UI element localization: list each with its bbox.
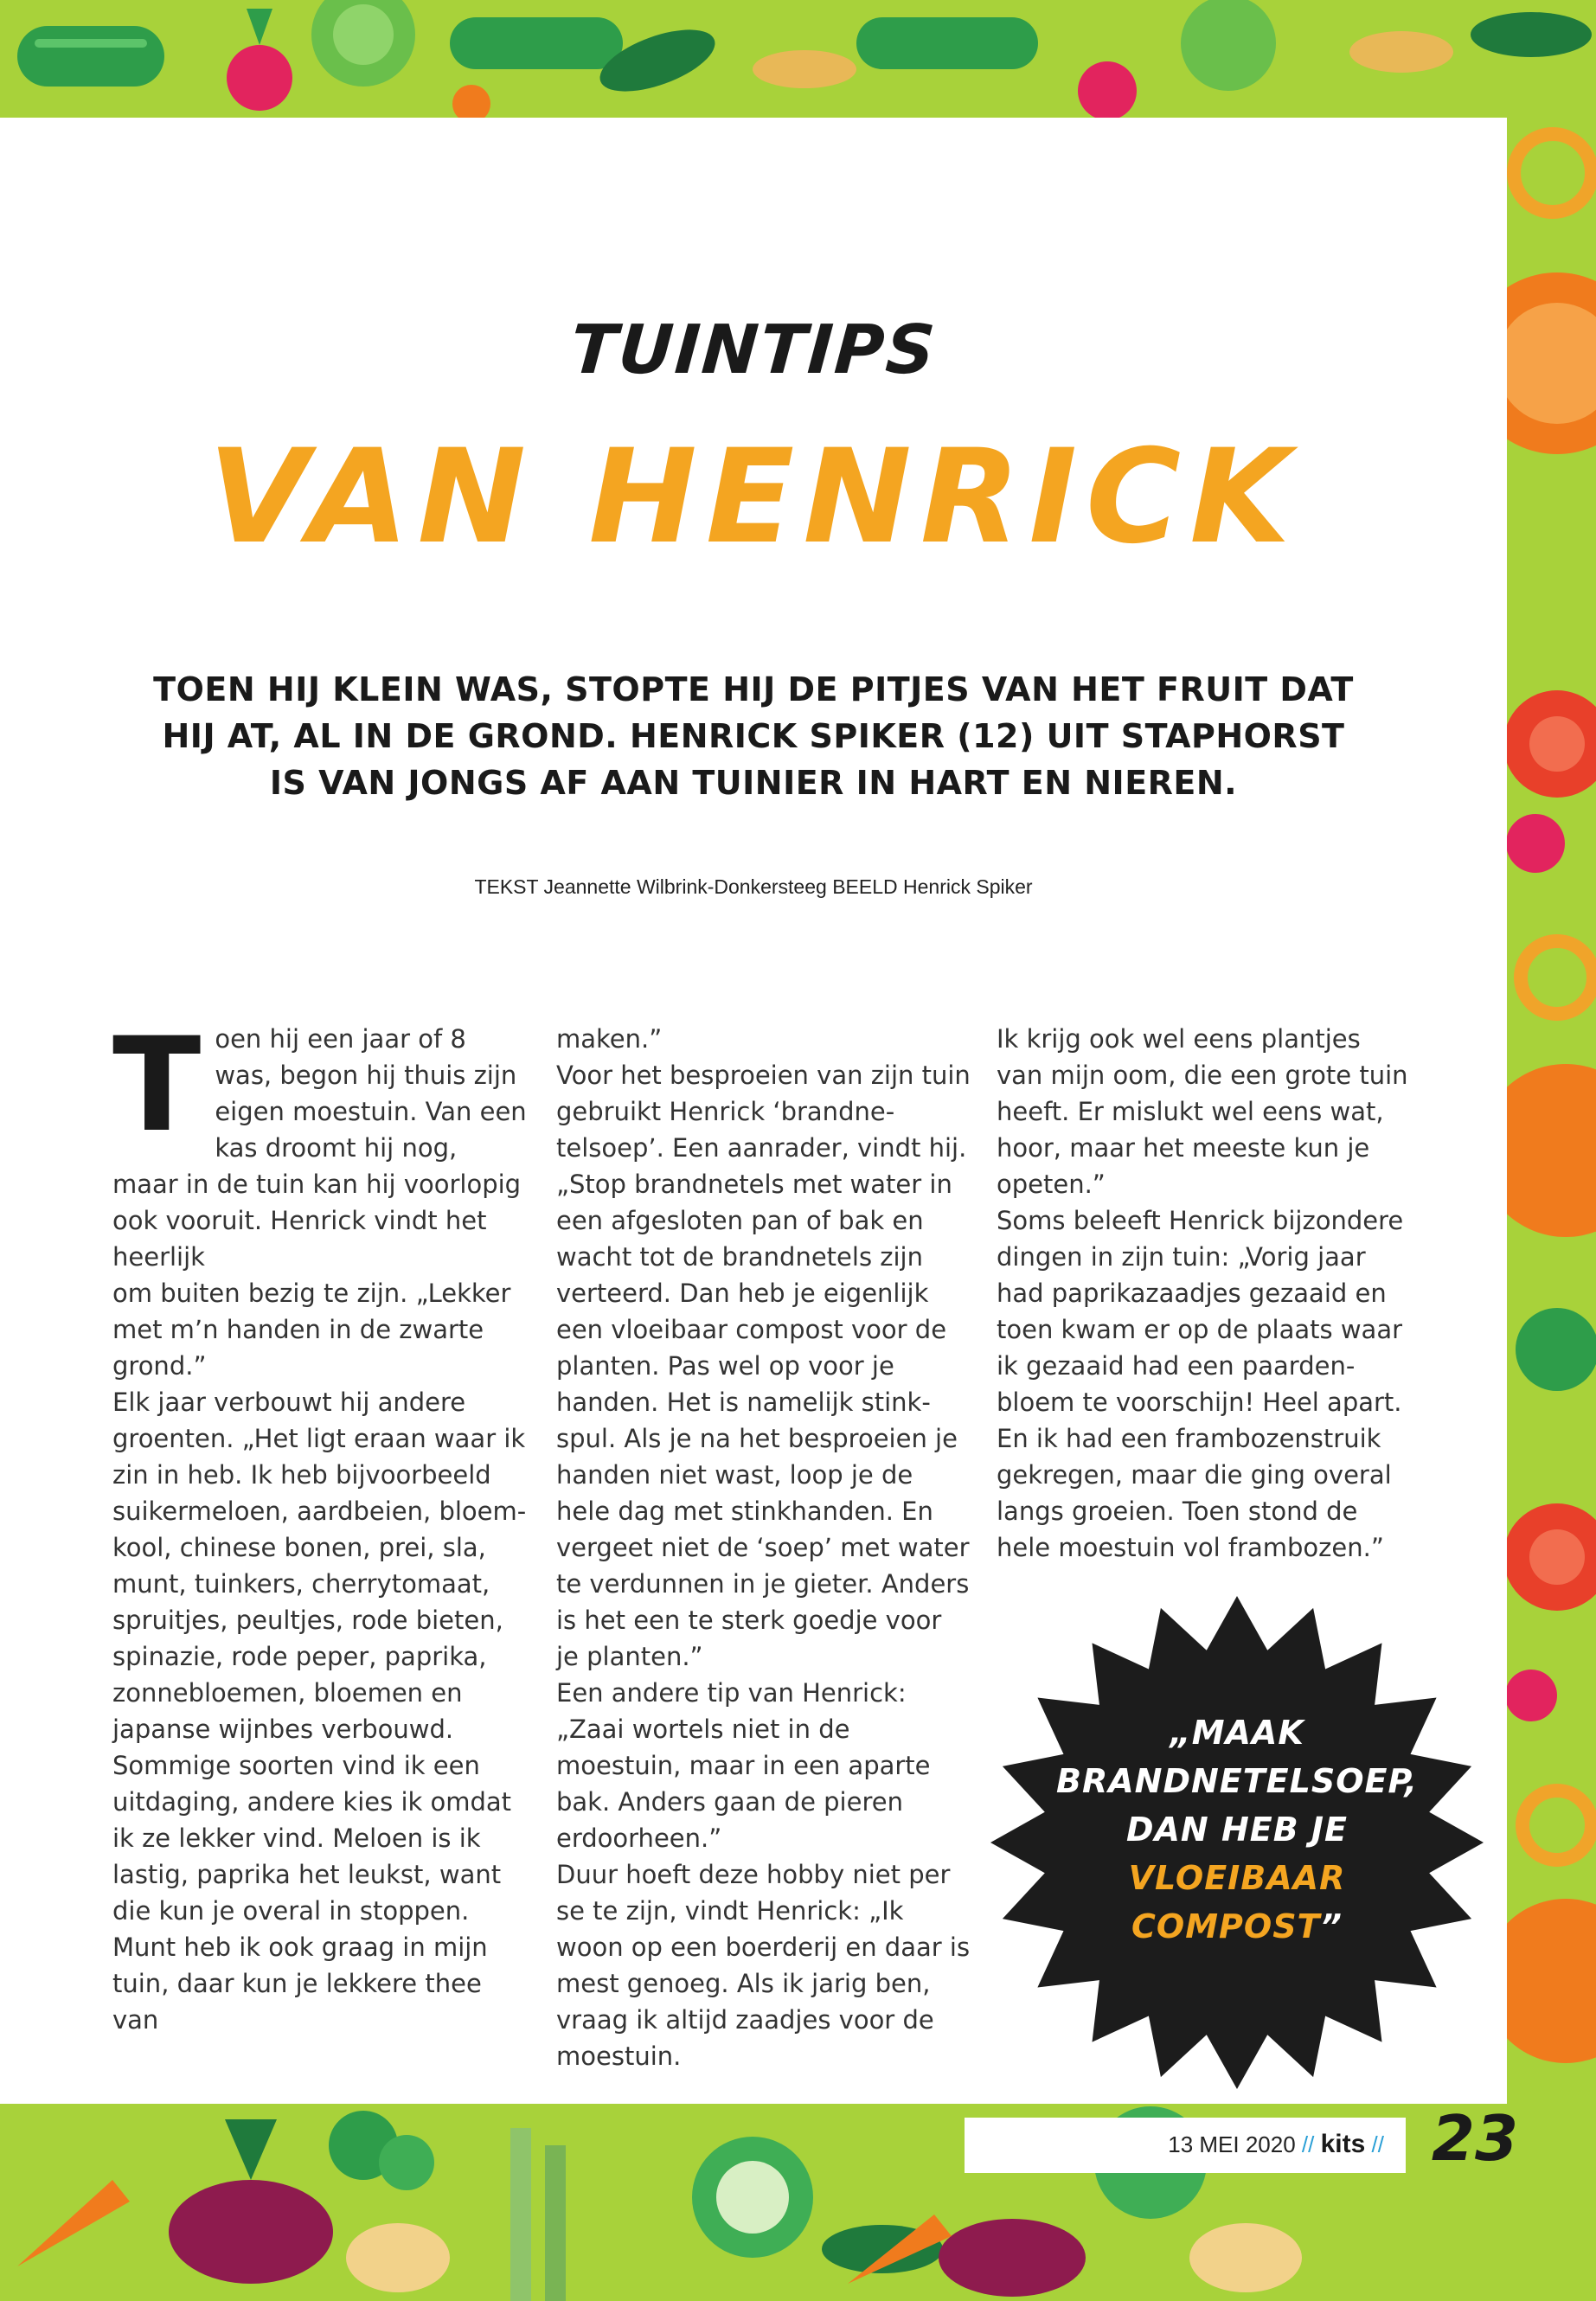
- page-number: 23: [1431, 2102, 1519, 2175]
- kohlrabi-icon: [692, 2137, 813, 2258]
- paragraph: maken.”: [556, 1024, 663, 1054]
- footer-separator: //: [1371, 2131, 1384, 2157]
- magazine-brand: kits: [1320, 2130, 1366, 2158]
- paragraph: Voor het besproeien van zijn tuin gebruikt Henrick ‘brandne-telsoep’. Een aanrader, vindt hij. „Stop brandnetels met water in een afgesloten pan of bak en wacht tot de brandnetels zijn verteerd. Dan heb je eigenlijk een vloeibaar compost voor de planten. Pas wel op voor je handen. Het is namelijk stink-spul. Als je na het besproeien je handen niet wast, loop je de hele dag met stinkhanden. En vergeet niet de ‘soep’ met water te verdunnen in je gieter. Anders is het een te sterk goedje voor je planten.”: [556, 1061, 971, 1671]
- paragraph: Ik krijg ook wel eens plantjes van mijn oom, die een grote tuin heeft. Er mislukt wel eens wat, hoor, maar het meeste kun je opeten.”: [997, 1024, 1408, 1199]
- pull-quote-close: ”: [1320, 1907, 1343, 1945]
- broccoli-icon: [1516, 1308, 1596, 1391]
- cucumber-icon: [17, 26, 164, 87]
- radish-icon: [1078, 61, 1137, 120]
- issue-date: 13 MEI 2020: [1168, 2131, 1296, 2157]
- pull-quote-text: „MAAK BRANDNETELSOEP, DAN HEB JE: [1056, 1714, 1418, 1849]
- ginger-icon: [1349, 31, 1453, 73]
- pull-quote-highlight: VLOEIBAAR COMPOST: [1128, 1859, 1346, 1945]
- article-column-2: [556, 1021, 971, 2074]
- intro-text: TOEN HIJ KLEIN WAS, STOPTE HIJ DE PITJES VAN HET FRUIT DAT HIJ AT, AL IN DE GROND. HENRICK SPIKER (12) UIT STAPHORST IS VAN JONGS AF AAN TUINIER IN HART EN NIEREN.: [153, 670, 1354, 802]
- cucumber-icon: [450, 17, 623, 69]
- article-column-1: [112, 1010, 528, 2038]
- paragraph: Soms beleeft Henrick bijzondere dingen in zijn tuin: „Vorig jaar had paprikazaadjes gezaaid en toen kwam er op de plaats waar ik gezaaid had een paarden-bloem te voorschijn! Heel apart. En ik had een frambozenstruik gekregen, maar die ging overal langs groeien. Toen stond de hele moestuin vol frambozen.”: [997, 1206, 1404, 1562]
- paragraph: om buiten bezig te zijn. „Lekker met m’n handen in de zwarte grond.”: [112, 1279, 511, 1381]
- footer-separator: //: [1301, 2131, 1315, 2157]
- paragraph: Elk jaar verbouwt hij andere groenten. „Het ligt eraan waar ik zin in heb. Ik heb bijvoorbeeld suikermeloen, aardbeien, bloem-kool, chinese bonen, prei, sla, munt, tuinkers, cherrytomaat, spruitjes, peultjes, rode bieten, spinazie, rode peper, paprika, zonnebloemen, bloemen en japanse wijnbes verbouwd. Sommige soorten vind ik een uitdaging, andere kies ik omdat ik ze lekker vind. Meloen is ik lastig, paprika het leukst, want die kun je overal in stoppen. Munt heb ik ook graag in mijn tuin, daar kun je lekkere thee van: [112, 1388, 527, 2035]
- pull-quote: [1029, 1708, 1445, 1951]
- paragraph: Duur hoeft deze hobby niet per se te zijn, vindt Henrick: „Ik woon op een boerderij en daar is mest genoeg. Als ik jarig ben, vraag ik altijd zaadjes voor de moestuin.: [556, 1860, 971, 2071]
- ginger-icon: [753, 50, 856, 88]
- potato-icon: [1189, 2223, 1302, 2292]
- page-title: VAN HENRICK: [208, 422, 1299, 573]
- cabbage-icon: [1181, 0, 1276, 91]
- leaf-icon: [1471, 12, 1592, 57]
- drop-cap: T: [112, 1010, 202, 1161]
- credits-line: TEKST Jeannette Wilbrink-Donkersteeg BEELD Henrick Spiker: [474, 875, 1033, 898]
- header-kicker: TUINTIPS: [567, 311, 939, 389]
- article-column-3: [997, 1021, 1412, 1566]
- paragraph: Een andere tip van Henrick: „Zaai wortels niet in de moestuin, maar in een aparte bak. Anders gaan de pieren erdoorheen.”: [556, 1678, 931, 1853]
- radish-icon: [1506, 814, 1565, 873]
- beetroot-icon: [939, 2219, 1086, 2297]
- radish-icon: [1505, 1670, 1557, 1721]
- paragraph: oen hij een jaar of 8 was, begon hij thuis zijn eigen moestuin. Van een kas droomt hij nog, maar in de tuin kan hij voorlopig ook vooruit. Henrick vindt het heerlijk: [112, 1024, 527, 1272]
- cucumber-icon: [856, 17, 1038, 69]
- footer-line: [977, 2130, 1384, 2159]
- potato-icon: [346, 2223, 450, 2292]
